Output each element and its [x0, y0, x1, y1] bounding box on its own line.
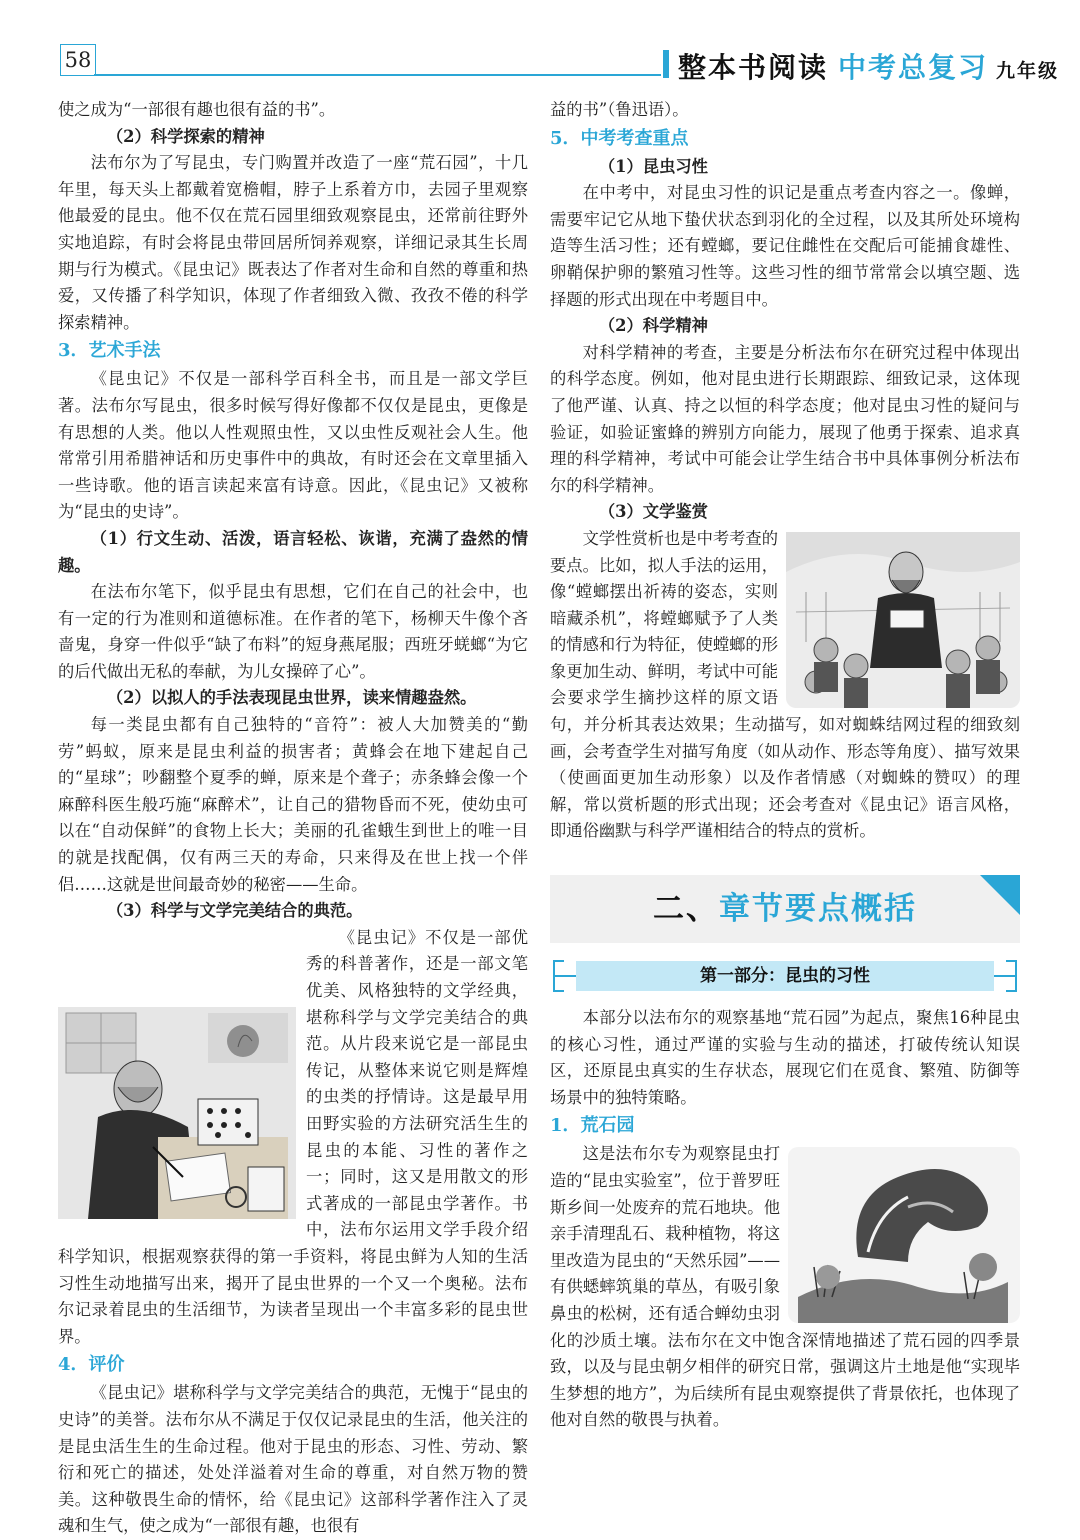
subheading: （1）昆虫习性 [598, 156, 708, 176]
section-heading: 3．艺术手法 [58, 340, 161, 362]
fabre-teaching-children-illustration [786, 532, 1020, 708]
chapter-number: 二、 [653, 891, 719, 928]
paragraph: 在中考中，对昆虫习性的识记是重点考查内容之一。像蝉，需要牢记它从地下蛰伏状态到羽化的全过程，以及其所处环境构造等生活习性；还有螳螂，要记住雌性在交配后可能捕食雄性、卵鞘保护卵的繁殖习性等。这些习性的细节常常会以填空题、选择题的形式出现在中考题目中。 [550, 183, 1020, 309]
header-rule [94, 74, 661, 76]
paragraph-with-figure [58, 925, 528, 1351]
part-heading-box [550, 959, 1020, 993]
right-column [550, 97, 1020, 1434]
chapter-banner [550, 875, 1020, 943]
page-number: 58 [60, 44, 96, 76]
paragraph: 法布尔为了写昆虫，专门购置并改造了一座“荒石园”，十几年里，每天头上都戴着宽檐帽，脖子上系着方巾，去园子里观察他最爱的昆虫。他不仅在荒石园里细致观察昆虫，还常前往野外实地追踪，有时会将昆虫带回居所饲养观察，详细记录其生长周期与行为模式。《昆虫记》既表达了作者对生命和自然的尊重和热爱，又传播了科学知识，体现了作者细致入微、孜孜不倦的科学探索精神。 [58, 153, 528, 332]
chapter-name: 章节要点概括 [719, 891, 917, 928]
paragraph-with-figure [550, 526, 1020, 845]
paragraph: 益的书”（鲁迅语）。 [550, 100, 689, 119]
bracket-decoration-right [994, 959, 1020, 993]
paragraph: 这是法布尔专为观察昆虫打造的“昆虫实验室”，位于普罗旺斯乡间一处废弃的荒石地块。他亲手清理乱石、栽种植物，将这里改造为昆虫的“天然乐园”——有供蟋蟀筑巢的草丛，有吸引象鼻虫的松树，还有适合蝉幼虫羽化的沙质土壤。法布尔在文中饱含深情地描述了荒石园的四季景致，以及与昆虫朝夕相伴的研究日常，强调这片土地是他“实现毕生梦想的地方”，为后续所有昆虫观察提供了背景依托，也体现了他对自然的敬畏与执着。 [550, 1144, 1020, 1430]
subheading: （1）行文生动、活泼，语言轻松、诙谐，充满了盎然的情趣。 [58, 528, 528, 575]
paragraph: 对科学精神的考查，主要是分析法布尔在研究过程中体现出的科学态度。例如，他对昆虫进行长期跟踪、细致记录，这体现了他严谨、认真、持之以恒的科学态度；他对昆虫习性的疑问与验证，如验证蜜蜂的辨别方向能力，展现了他勇于探索、追求真理的科学精神，考试中可能会让学生结合书中具体事例分析法布尔的科学精神。 [550, 342, 1020, 495]
subheading: （2）以拟人的手法表现昆虫世界，读来情趣盎然。 [106, 688, 477, 708]
fabre-writing-illustration [58, 1007, 296, 1219]
paragraph-with-figure [550, 1141, 1020, 1434]
left-column [58, 97, 528, 1540]
paragraph: 在法布尔笔下，似乎昆虫有思想，它们在自己的社会中，也有一定的行为准则和道德标准。在作者的笔下，杨柳天牛像个吝啬鬼，身穿一件似乎“缺了布料”的短身燕尾服；西班牙蜣螂“为它的后代做出无私的奉献，为儿女操碎了心”。 [58, 582, 528, 681]
book-title-black: 整本书阅读 [678, 51, 829, 84]
chapter-title [550, 875, 1020, 943]
paragraph: 文学性赏析也是中考考查的要点。比如，拟人手法的运用，像“螳螂摆出祈祷的姿态，实则暗藏杀机”，将螳螂赋予了人类的情感和行为特征，使螳螂的形象更加生动、鲜明，考试中可能会要求学生摘抄这样的原文语句，并分析其表达效果；生动描写，如对蜘蛛结网过程的细致刻画，会考查学生对描写角度（如从动作、形态等角度）、描写效果（使画面更加生动形象）以及作者情感（对蜘蛛的赞叹）的理解，常以赏析题的形式出现；还会考查对《昆虫记》语言风格，即通俗幽默与科学严谨相结合的特点的赏析。 [550, 528, 1020, 841]
paragraph: 《昆虫记》堪称科学与文学完美结合的典范，无愧于“昆虫的史诗”的美誉。法布尔从不满足于仅仅记录昆虫的生活，他关注的是昆虫活生生的生命过程。他对于昆虫的形态、习性、劳动、繁衍和死亡的描述，处处洋溢着对生命的尊重，对自然万物的赞美。这种敬畏生命的情怀，给《昆虫记》这部科学著作注入了灵魂和生气，使之成为“一部很有趣，也很有 [58, 1383, 528, 1536]
paragraph: 《昆虫记》不仅是一部优秀的科普著作，还是一部文笔优美、风格独特的文学经典，堪称科学与文学完美结合的典范。从片段来说它是一部昆虫传记，从整体来说它则是辉煌的虫类的抒情诗。这是最早用田野实验的方法研究活生生的昆虫的本能、习性的著作之一；同时，这又是用散文的形式著成的一部昆虫学著作。书中，法布尔运用文学手段介绍科学知识，根据观察获得的第一手资料，将昆虫鲜为人知的生活习性生动地描写出来，揭开了昆虫世界的一个又一个奥秘。法布尔记录着昆虫的生活细节，为读者呈现出一个丰富多彩的昆虫世界。 [58, 927, 528, 1346]
part-title: 第一部分：昆虫的习性 [576, 961, 994, 991]
stone-garden-ink-illustration [788, 1147, 1020, 1323]
subheading: （2）科学探索的精神 [106, 126, 265, 146]
book-title-blue: 中考总复习 [838, 51, 989, 84]
subheading: （2）科学精神 [598, 316, 708, 336]
section-heading: 4．评价 [58, 1354, 125, 1376]
subheading: （3）文学鉴赏 [598, 502, 708, 522]
subheading: （3）科学与文学完美结合的典范。 [106, 901, 363, 921]
paragraph: 《昆虫记》不仅是一部科学百科全书，而且是一部文学巨著。法布尔写昆虫，很多时候写得好像都不仅仅是昆虫，更像是有思想的人类。他以人性观照虫性，又以虫性反观社会人生。他常常引用希腊神话和历史事件中的典故，有时还会在文章里插入一些诗歌。他的语言读起来富有诗意。因此，《昆虫记》又被称为“昆虫的史诗”。 [58, 369, 528, 522]
book-title [678, 46, 1059, 86]
section-heading: 5．中考考查重点 [550, 127, 689, 149]
paragraph: 使之成为“一部很有趣也很有益的书”。 [58, 100, 336, 119]
header-accent-bar [663, 50, 669, 78]
section-heading: 1．荒石园 [550, 1115, 635, 1137]
paragraph: 每一类昆虫都有自己独特的“音符”：被人大加赞美的“勤劳”蚂蚁，原来是昆虫利益的损害者；黄蜂会在地下建起自己的“星球”；吵翻整个夏季的蝉，原来是个聋子；赤条蜂会像一个麻醉科医生般巧施“麻醉术”，让自己的猎物昏而不死，使幼虫可以在“自动保鲜”的食物上长大；美丽的孔雀蛾生到世上的唯一目的就是找配偶，仅有两三天的寿命，只来得及在世上找一个伴侣……这就是世间最奇妙的秘密——生命。 [58, 715, 528, 894]
grade-label: 九年级 [996, 60, 1060, 82]
bracket-decoration-left [550, 959, 576, 993]
page-header [0, 0, 1080, 90]
paragraph: 本部分以法布尔的观察基地“荒石园”为起点，聚焦16种昆虫的核心习性，通过严谨的实验与生动的描述，打破传统认知误区，还原昆虫真实的生存状态，展现它们在觅食、繁殖、防御等场景中的独特策略。 [550, 1008, 1020, 1107]
